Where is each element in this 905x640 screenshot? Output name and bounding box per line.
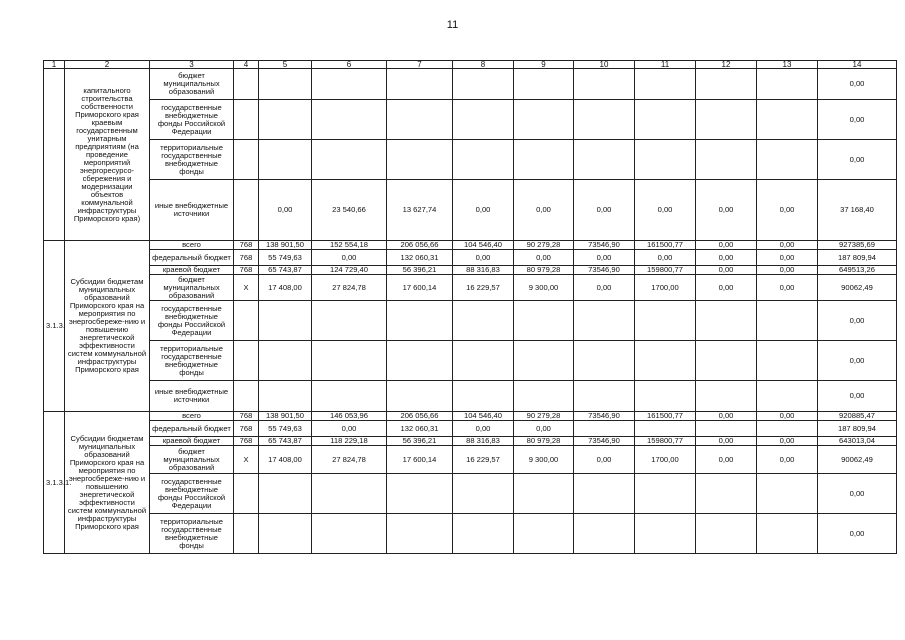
table-body (44, 61, 897, 554)
amount-cell (259, 514, 312, 554)
funding-source: государственные внебюджетные фонды Российской Федерации (150, 301, 234, 341)
amount-cell (259, 381, 312, 412)
amount-cell: 55 749,63 (259, 250, 312, 266)
amount-cell: 132 060,31 (387, 421, 453, 437)
ministry-code-cell: 768 (234, 437, 259, 446)
amount-cell: 0,00 (757, 446, 818, 474)
amount-cell: 9 300,00 (514, 275, 574, 301)
amount-cell (635, 69, 696, 100)
amount-cell (514, 140, 574, 180)
amount-cell (574, 514, 635, 554)
amount-cell (696, 341, 757, 381)
ministry-code-cell: 768 (234, 412, 259, 421)
amount-cell (312, 140, 387, 180)
amount-cell (453, 514, 514, 554)
amount-cell: 0,00 (514, 180, 574, 241)
amount-cell: 649513,26 (818, 266, 897, 275)
amount-cell: 0,00 (696, 266, 757, 275)
amount-cell (453, 474, 514, 514)
header-cell: 9 (514, 61, 574, 69)
header-cell: 2 (65, 61, 150, 69)
table-row (44, 100, 897, 140)
amount-cell (574, 421, 635, 437)
item-code (44, 69, 65, 241)
amount-cell (387, 301, 453, 341)
ministry-code-cell (234, 341, 259, 381)
amount-cell: 0,00 (514, 421, 574, 437)
funding-source: государственные внебюджетные фонды Российской Федерации (150, 474, 234, 514)
amount-cell: 118 229,18 (312, 437, 387, 446)
amount-cell: 88 316,83 (453, 437, 514, 446)
amount-cell: 0,00 (696, 241, 757, 250)
amount-cell (387, 100, 453, 140)
amount-cell (514, 341, 574, 381)
amount-cell (514, 69, 574, 100)
amount-cell: 159800,77 (635, 266, 696, 275)
header-cell: 3 (150, 61, 234, 69)
funding-source: иные внебюджетные источники (150, 381, 234, 412)
amount-cell: 0,00 (818, 341, 897, 381)
amount-cell: 73546,90 (574, 412, 635, 421)
amount-cell: 1700,00 (635, 446, 696, 474)
table-row (44, 412, 897, 421)
ministry-code-cell (234, 180, 259, 241)
amount-cell (574, 100, 635, 140)
amount-cell: 73546,90 (574, 437, 635, 446)
amount-cell (696, 69, 757, 100)
amount-cell: 0,00 (818, 100, 897, 140)
amount-cell: 0,00 (696, 412, 757, 421)
amount-cell: 0,00 (574, 250, 635, 266)
table-row (44, 421, 897, 437)
amount-cell (514, 301, 574, 341)
funding-source: краевой бюджет (150, 437, 234, 446)
budget-table (43, 60, 897, 554)
amount-cell: 927385,69 (818, 241, 897, 250)
amount-cell: 0,00 (818, 381, 897, 412)
amount-cell: 0,00 (818, 140, 897, 180)
amount-cell (757, 341, 818, 381)
amount-cell: 27 824,78 (312, 446, 387, 474)
ministry-code-cell: 768 (234, 241, 259, 250)
table-row (44, 514, 897, 554)
header-cell: 7 (387, 61, 453, 69)
amount-cell: 0,00 (818, 514, 897, 554)
amount-cell: 56 396,21 (387, 437, 453, 446)
table-row (44, 381, 897, 412)
amount-cell: 0,00 (818, 69, 897, 100)
amount-cell: 104 546,40 (453, 412, 514, 421)
amount-cell: 0,00 (453, 180, 514, 241)
amount-cell: 161500,77 (635, 412, 696, 421)
table-row (44, 140, 897, 180)
amount-cell (757, 514, 818, 554)
table-row (44, 275, 897, 301)
amount-cell (757, 421, 818, 437)
amount-cell: 0,00 (574, 446, 635, 474)
amount-cell (259, 341, 312, 381)
ministry-code-cell (234, 474, 259, 514)
amount-cell (574, 301, 635, 341)
amount-cell (635, 140, 696, 180)
amount-cell: 0,00 (757, 241, 818, 250)
amount-cell (635, 301, 696, 341)
amount-cell (312, 514, 387, 554)
amount-cell (696, 100, 757, 140)
ministry-code-cell (234, 100, 259, 140)
ministry-code-cell (234, 301, 259, 341)
amount-cell (757, 381, 818, 412)
amount-cell: 0,00 (757, 275, 818, 301)
amount-cell: 0,00 (453, 421, 514, 437)
amount-cell: 37 168,40 (818, 180, 897, 241)
amount-cell (696, 514, 757, 554)
amount-cell (514, 514, 574, 554)
amount-cell: 88 316,83 (453, 266, 514, 275)
table-row (44, 437, 897, 446)
amount-cell: 90 279,28 (514, 241, 574, 250)
amount-cell (453, 100, 514, 140)
amount-cell: 0,00 (757, 437, 818, 446)
amount-cell (312, 69, 387, 100)
amount-cell (312, 100, 387, 140)
amount-cell (387, 381, 453, 412)
ministry-code-cell: 768 (234, 250, 259, 266)
amount-cell: 0,00 (757, 250, 818, 266)
amount-cell: 16 229,57 (453, 446, 514, 474)
amount-cell: 80 979,28 (514, 437, 574, 446)
amount-cell (387, 514, 453, 554)
amount-cell: 643013,04 (818, 437, 897, 446)
amount-cell: 146 053,96 (312, 412, 387, 421)
amount-cell: 90 279,28 (514, 412, 574, 421)
amount-cell: 17 408,00 (259, 446, 312, 474)
ministry-code-cell: X (234, 275, 259, 301)
amount-cell (574, 69, 635, 100)
header-cell: 5 (259, 61, 312, 69)
amount-cell (453, 69, 514, 100)
amount-cell (453, 381, 514, 412)
header-cell: 12 (696, 61, 757, 69)
header-cell: 6 (312, 61, 387, 69)
amount-cell (635, 341, 696, 381)
item-code: 3.1.3. (44, 241, 65, 412)
amount-cell: 17 408,00 (259, 275, 312, 301)
amount-cell: 0,00 (453, 250, 514, 266)
header-row (44, 61, 897, 69)
amount-cell: 206 056,66 (387, 241, 453, 250)
amount-cell (574, 381, 635, 412)
amount-cell: 0,00 (696, 275, 757, 301)
amount-cell (757, 69, 818, 100)
amount-cell (696, 140, 757, 180)
funding-source: федеральный бюджет (150, 250, 234, 266)
amount-cell: 187 809,94 (818, 250, 897, 266)
amount-cell (696, 381, 757, 412)
amount-cell (514, 381, 574, 412)
amount-cell: 65 743,87 (259, 266, 312, 275)
funding-source: иные внебюджетные источники (150, 180, 234, 241)
funding-source: территориальные государственные внебюджетные фонды (150, 514, 234, 554)
ministry-code-cell: 768 (234, 421, 259, 437)
amount-cell (574, 474, 635, 514)
amount-cell (635, 421, 696, 437)
amount-cell: 0,00 (696, 446, 757, 474)
amount-cell: 17 600,14 (387, 446, 453, 474)
amount-cell: 206 056,66 (387, 412, 453, 421)
item-description: Субсидии бюджетам муниципальных образований Приморского края на мероприятия по энергосбереже-нию и повышению энергетической эффективности систем коммунальной инфраструктуры Приморского края (65, 241, 150, 412)
amount-cell: 0,00 (514, 250, 574, 266)
header-cell: 1 (44, 61, 65, 69)
ministry-code-cell (234, 140, 259, 180)
amount-cell: 90062,49 (818, 446, 897, 474)
amount-cell: 9 300,00 (514, 446, 574, 474)
item-description: капитального строительства собственности Приморского края краевым государственным унитарным предприятиям (на проведение мероприятий энергоресурсо-сбережения и модернизации объектов коммунальной инфраструктуры Приморского края) (65, 69, 150, 241)
amount-cell: 161500,77 (635, 241, 696, 250)
amount-cell (312, 301, 387, 341)
ministry-code-cell: 768 (234, 266, 259, 275)
table-row (44, 301, 897, 341)
funding-source: федеральный бюджет (150, 421, 234, 437)
amount-cell (259, 474, 312, 514)
funding-source: бюджет муниципальных образований (150, 275, 234, 301)
table-row (44, 180, 897, 241)
amount-cell: 0,00 (757, 180, 818, 241)
funding-source: бюджет муниципальных образований (150, 69, 234, 100)
amount-cell: 132 060,31 (387, 250, 453, 266)
amount-cell: 104 546,40 (453, 241, 514, 250)
table-row (44, 341, 897, 381)
amount-cell: 73546,90 (574, 241, 635, 250)
ministry-code-cell: X (234, 446, 259, 474)
amount-cell (574, 341, 635, 381)
amount-cell: 56 396,21 (387, 266, 453, 275)
amount-cell: 23 540,66 (312, 180, 387, 241)
amount-cell: 73546,90 (574, 266, 635, 275)
amount-cell (514, 474, 574, 514)
table-row (44, 474, 897, 514)
funding-source: бюджет муниципальных образований (150, 446, 234, 474)
amount-cell: 0,00 (757, 412, 818, 421)
funding-source: государственные внебюджетные фонды Российской Федерации (150, 100, 234, 140)
amount-cell: 1700,00 (635, 275, 696, 301)
amount-cell (453, 341, 514, 381)
amount-cell: 0,00 (757, 266, 818, 275)
amount-cell (635, 100, 696, 140)
amount-cell: 0,00 (818, 301, 897, 341)
table-row (44, 241, 897, 250)
amount-cell (387, 474, 453, 514)
amount-cell: 65 743,87 (259, 437, 312, 446)
amount-cell (635, 514, 696, 554)
amount-cell: 187 809,94 (818, 421, 897, 437)
amount-cell: 159800,77 (635, 437, 696, 446)
table-row (44, 250, 897, 266)
amount-cell (514, 100, 574, 140)
amount-cell (453, 140, 514, 180)
header-cell: 11 (635, 61, 696, 69)
amount-cell: 27 824,78 (312, 275, 387, 301)
funding-source: территориальные государственные внебюджетные фонды (150, 140, 234, 180)
amount-cell: 152 554,18 (312, 241, 387, 250)
amount-cell (259, 100, 312, 140)
amount-cell: 0,00 (696, 250, 757, 266)
amount-cell: 124 729,40 (312, 266, 387, 275)
item-code: 3.1.3.1. (44, 412, 65, 554)
amount-cell: 0,00 (259, 180, 312, 241)
table-row (44, 266, 897, 275)
amount-cell (387, 341, 453, 381)
amount-cell: 80 979,28 (514, 266, 574, 275)
amount-cell (259, 301, 312, 341)
header-cell: 14 (818, 61, 897, 69)
amount-cell: 16 229,57 (453, 275, 514, 301)
amount-cell: 0,00 (635, 250, 696, 266)
amount-cell: 0,00 (696, 437, 757, 446)
header-cell: 13 (757, 61, 818, 69)
amount-cell (696, 421, 757, 437)
amount-cell: 920885,47 (818, 412, 897, 421)
funding-source: всего (150, 241, 234, 250)
amount-cell (757, 140, 818, 180)
amount-cell: 138 901,50 (259, 412, 312, 421)
amount-cell (635, 381, 696, 412)
amount-cell: 13 627,74 (387, 180, 453, 241)
ministry-code-cell (234, 514, 259, 554)
amount-cell (635, 474, 696, 514)
table-row (44, 69, 897, 100)
amount-cell: 0,00 (312, 250, 387, 266)
amount-cell: 0,00 (635, 180, 696, 241)
amount-cell: 0,00 (696, 180, 757, 241)
header-cell: 10 (574, 61, 635, 69)
amount-cell (757, 100, 818, 140)
amount-cell: 138 901,50 (259, 241, 312, 250)
amount-cell (387, 69, 453, 100)
amount-cell (696, 301, 757, 341)
amount-cell (574, 140, 635, 180)
amount-cell (757, 301, 818, 341)
amount-cell (757, 474, 818, 514)
table-row (44, 446, 897, 474)
amount-cell (312, 474, 387, 514)
item-description: Субсидии бюджетам муниципальных образований Приморского края на мероприятия по энергосбереже-нию и повышению энергетической эффективности систем коммунальной инфраструктуры Приморского края (65, 412, 150, 554)
amount-cell (453, 301, 514, 341)
amount-cell: 90062,49 (818, 275, 897, 301)
amount-cell: 0,00 (312, 421, 387, 437)
funding-source: краевой бюджет (150, 266, 234, 275)
amount-cell (387, 140, 453, 180)
funding-source: всего (150, 412, 234, 421)
amount-cell (696, 474, 757, 514)
amount-cell: 17 600,14 (387, 275, 453, 301)
amount-cell (312, 341, 387, 381)
header-cell: 8 (453, 61, 514, 69)
amount-cell (259, 69, 312, 100)
ministry-code-cell (234, 69, 259, 100)
amount-cell: 0,00 (574, 180, 635, 241)
amount-cell: 0,00 (574, 275, 635, 301)
amount-cell: 55 749,63 (259, 421, 312, 437)
amount-cell (312, 381, 387, 412)
amount-cell: 0,00 (818, 474, 897, 514)
page-number: 11 (446, 19, 459, 31)
amount-cell (259, 140, 312, 180)
funding-source: территориальные государственные внебюджетные фонды (150, 341, 234, 381)
ministry-code-cell (234, 381, 259, 412)
header-cell: 4 (234, 61, 259, 69)
